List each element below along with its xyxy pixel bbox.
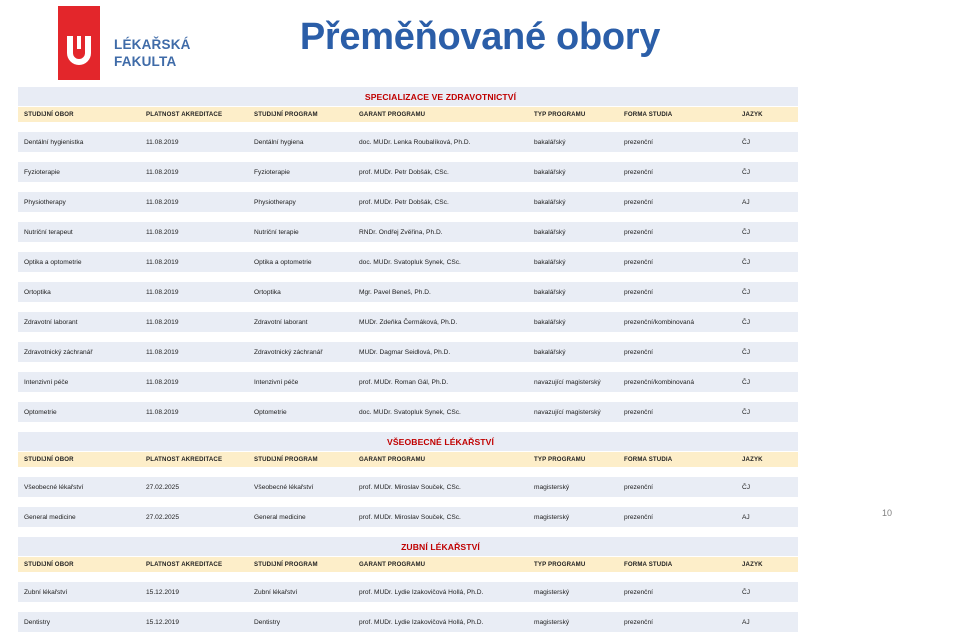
row-gap-cell xyxy=(618,213,736,221)
column-header: PLATNOST AKREDITACE xyxy=(140,452,248,467)
table-row xyxy=(18,132,798,152)
column-header: TYP PROGRAMU xyxy=(528,107,618,122)
column-header: JAZYK xyxy=(736,557,798,572)
table-cell: Zdravotnický záchranář xyxy=(248,342,353,362)
column-header: GARANT PROGRAMU xyxy=(353,452,528,467)
row-gap-cell xyxy=(618,573,736,581)
row-gap-cell xyxy=(353,528,528,536)
table-cell: doc. MUDr. Svatopluk Synek, CSc. xyxy=(353,252,528,272)
row-gap-cell xyxy=(353,633,528,641)
table-cell: 11.08.2019 xyxy=(140,372,248,392)
section-band-cell xyxy=(736,432,798,451)
row-gap xyxy=(18,528,798,536)
table-cell: Optometrie xyxy=(18,402,140,422)
table-header-row xyxy=(18,557,798,572)
row-gap-cell xyxy=(248,573,353,581)
row-gap-cell xyxy=(248,333,353,341)
row-gap-cell xyxy=(736,303,798,311)
section-band xyxy=(18,87,798,106)
row-gap-cell xyxy=(736,273,798,281)
section-band-cell xyxy=(618,87,736,106)
row-gap-cell xyxy=(353,153,528,161)
row-gap xyxy=(18,123,798,131)
row-gap-cell xyxy=(18,333,140,341)
table-cell: Fyzioterapie xyxy=(18,162,140,182)
row-gap-cell xyxy=(140,468,248,476)
table-cell: Dentální hygienistka xyxy=(18,132,140,152)
column-header: FORMA STUDIA xyxy=(618,452,736,467)
table-cell: Nutriční terapeut xyxy=(18,222,140,242)
row-gap-cell xyxy=(618,153,736,161)
row-gap xyxy=(18,633,798,641)
table-cell: 11.08.2019 xyxy=(140,222,248,242)
row-gap-cell xyxy=(353,363,528,371)
table-row xyxy=(18,162,798,182)
table-row xyxy=(18,252,798,272)
column-header: TYP PROGRAMU xyxy=(528,452,618,467)
section-band-cell xyxy=(528,432,618,451)
row-gap-cell xyxy=(736,528,798,536)
row-gap-cell xyxy=(528,183,618,191)
row-gap-cell xyxy=(248,273,353,281)
table-cell: magisterský xyxy=(528,582,618,602)
row-gap-cell xyxy=(353,183,528,191)
row-gap xyxy=(18,468,798,476)
row-gap-cell xyxy=(736,183,798,191)
row-gap-cell xyxy=(736,573,798,581)
column-header: TYP PROGRAMU xyxy=(528,557,618,572)
row-gap-cell xyxy=(140,633,248,641)
row-gap-cell xyxy=(248,393,353,401)
row-gap-cell xyxy=(140,273,248,281)
table-cell: prezenční xyxy=(618,582,736,602)
row-gap-cell xyxy=(618,498,736,506)
table-cell: Zdravotní laborant xyxy=(18,312,140,332)
row-gap-cell xyxy=(736,393,798,401)
table-cell: ČJ xyxy=(736,162,798,182)
row-gap-cell xyxy=(248,243,353,251)
row-gap xyxy=(18,363,798,371)
row-gap-cell xyxy=(528,393,618,401)
table-cell: Physiotherapy xyxy=(248,192,353,212)
row-gap xyxy=(18,498,798,506)
row-gap-cell xyxy=(618,333,736,341)
column-header: JAZYK xyxy=(736,452,798,467)
row-gap-cell xyxy=(248,183,353,191)
section-band-cell xyxy=(248,432,353,451)
table-cell: ČJ xyxy=(736,312,798,332)
section-band-cell xyxy=(618,432,736,451)
table-cell: prof. MUDr. Miroslav Souček, CSc. xyxy=(353,477,528,497)
row-gap-cell xyxy=(140,363,248,371)
row-gap-cell xyxy=(736,153,798,161)
row-gap-cell xyxy=(248,498,353,506)
table-header-row xyxy=(18,452,798,467)
row-gap-cell xyxy=(618,243,736,251)
table-cell: Zubní lékařství xyxy=(18,582,140,602)
row-gap-cell xyxy=(140,303,248,311)
row-gap-cell xyxy=(736,603,798,611)
row-gap-cell xyxy=(618,123,736,131)
section-band-cell xyxy=(736,87,798,106)
table-cell: 11.08.2019 xyxy=(140,282,248,302)
column-header: PLATNOST AKREDITACE xyxy=(140,107,248,122)
table-row xyxy=(18,192,798,212)
table-cell: MUDr. Dagmar Seidlová, Ph.D. xyxy=(353,342,528,362)
table-cell: 11.08.2019 xyxy=(140,162,248,182)
row-gap-cell xyxy=(618,603,736,611)
row-gap-cell xyxy=(140,183,248,191)
section-band-cell xyxy=(140,432,248,451)
row-gap-cell xyxy=(248,603,353,611)
table-cell: bakalářský xyxy=(528,312,618,332)
table-cell: ČJ xyxy=(736,477,798,497)
table-cell: navazující magisterský xyxy=(528,402,618,422)
row-gap-cell xyxy=(618,303,736,311)
row-gap-cell xyxy=(353,273,528,281)
table-cell: 11.08.2019 xyxy=(140,252,248,272)
row-gap-cell xyxy=(736,243,798,251)
table-row xyxy=(18,282,798,302)
row-gap-cell xyxy=(353,468,528,476)
row-gap-cell xyxy=(736,423,798,431)
table-cell: Intenzivní péče xyxy=(18,372,140,392)
table-row xyxy=(18,582,798,602)
row-gap-cell xyxy=(18,633,140,641)
row-gap xyxy=(18,153,798,161)
table-cell: prezenční xyxy=(618,132,736,152)
table-cell: ČJ xyxy=(736,252,798,272)
row-gap-cell xyxy=(528,423,618,431)
row-gap-cell xyxy=(248,423,353,431)
row-gap-cell xyxy=(248,528,353,536)
table-cell: prezenční xyxy=(618,282,736,302)
table-cell: bakalářský xyxy=(528,162,618,182)
section-band-cell xyxy=(18,87,140,106)
row-gap xyxy=(18,243,798,251)
row-gap-cell xyxy=(618,423,736,431)
table-cell: prezenční/kombinovaná xyxy=(618,372,736,392)
row-gap xyxy=(18,213,798,221)
row-gap-cell xyxy=(18,528,140,536)
column-header: STUDIJNÍ OBOR xyxy=(18,452,140,467)
row-gap-cell xyxy=(18,183,140,191)
row-gap-cell xyxy=(248,468,353,476)
row-gap-cell xyxy=(353,213,528,221)
table-row xyxy=(18,612,798,632)
table-cell: RNDr. Ondřej Zvěřina, Ph.D. xyxy=(353,222,528,242)
table-row xyxy=(18,507,798,527)
table-cell: Dentistry xyxy=(18,612,140,632)
section-band xyxy=(18,432,798,451)
row-gap-cell xyxy=(140,333,248,341)
row-gap xyxy=(18,603,798,611)
section-title: SPECIALIZACE VE ZDRAVOTNICTVÍ xyxy=(353,87,528,106)
table-row xyxy=(18,222,798,242)
row-gap xyxy=(18,183,798,191)
row-gap-cell xyxy=(248,303,353,311)
row-gap-cell xyxy=(528,153,618,161)
table-cell: AJ xyxy=(736,192,798,212)
table-cell: prof. MUDr. Miroslav Souček, CSc. xyxy=(353,507,528,527)
row-gap-cell xyxy=(353,333,528,341)
row-gap-cell xyxy=(618,273,736,281)
row-gap-cell xyxy=(18,153,140,161)
programs-table-area xyxy=(18,86,798,642)
table-cell: bakalářský xyxy=(528,252,618,272)
table-cell: prof. MUDr. Lydie Izakovičová Hollá, Ph.D. xyxy=(353,582,528,602)
column-header: STUDIJNÍ OBOR xyxy=(18,107,140,122)
table-cell: magisterský xyxy=(528,612,618,632)
row-gap-cell xyxy=(618,183,736,191)
row-gap-cell xyxy=(618,633,736,641)
table-cell: prezenční xyxy=(618,507,736,527)
row-gap-cell xyxy=(618,363,736,371)
section-title: VŠEOBECNÉ LÉKAŘSTVÍ xyxy=(353,432,528,451)
column-header: FORMA STUDIA xyxy=(618,107,736,122)
row-gap-cell xyxy=(528,123,618,131)
table-row xyxy=(18,402,798,422)
row-gap-cell xyxy=(528,528,618,536)
logo-line-2: FAKULTA xyxy=(114,53,177,69)
column-header: STUDIJNÍ OBOR xyxy=(18,557,140,572)
table-row xyxy=(18,342,798,362)
table-cell: prof. MUDr. Petr Dobšák, CSc. xyxy=(353,192,528,212)
table-cell: Ortoptika xyxy=(18,282,140,302)
column-header: STUDIJNÍ PROGRAM xyxy=(248,107,353,122)
programs-table xyxy=(18,86,798,642)
table-cell: prezenční xyxy=(618,222,736,242)
table-cell: prezenční xyxy=(618,342,736,362)
table-cell: prezenční xyxy=(618,252,736,272)
table-cell: ČJ xyxy=(736,222,798,242)
table-cell: Zubní lékařství xyxy=(248,582,353,602)
section-band-cell xyxy=(528,87,618,106)
row-gap-cell xyxy=(528,573,618,581)
table-cell: ČJ xyxy=(736,132,798,152)
table-cell: General medicine xyxy=(248,507,353,527)
slide-header xyxy=(0,0,960,84)
row-gap-cell xyxy=(18,468,140,476)
table-cell: Všeobecné lékařství xyxy=(18,477,140,497)
row-gap-cell xyxy=(618,528,736,536)
row-gap-cell xyxy=(18,393,140,401)
table-cell: 11.08.2019 xyxy=(140,192,248,212)
programs-table-body xyxy=(18,87,798,641)
table-cell: 11.08.2019 xyxy=(140,312,248,332)
row-gap-cell xyxy=(140,153,248,161)
row-gap-cell xyxy=(353,423,528,431)
table-cell: prof. MUDr. Roman Gál, Ph.D. xyxy=(353,372,528,392)
table-cell: bakalářský xyxy=(528,282,618,302)
row-gap-cell xyxy=(353,123,528,131)
table-cell: ČJ xyxy=(736,582,798,602)
row-gap xyxy=(18,423,798,431)
table-cell: doc. MUDr. Lenka Roubalíková, Ph.D. xyxy=(353,132,528,152)
table-cell: Mgr. Pavel Beneš, Ph.D. xyxy=(353,282,528,302)
row-gap-cell xyxy=(18,423,140,431)
table-cell: Optika a optometrie xyxy=(248,252,353,272)
table-cell: General medicine xyxy=(18,507,140,527)
table-cell: Všeobecné lékařství xyxy=(248,477,353,497)
row-gap-cell xyxy=(140,243,248,251)
table-cell: Dentální hygiena xyxy=(248,132,353,152)
table-cell: ČJ xyxy=(736,282,798,302)
table-cell: prezenční xyxy=(618,162,736,182)
row-gap-cell xyxy=(353,303,528,311)
row-gap-cell xyxy=(248,123,353,131)
logo-line-1: LÉKAŘSKÁ xyxy=(114,37,191,53)
row-gap-cell xyxy=(140,123,248,131)
table-cell: Ortoptika xyxy=(248,282,353,302)
column-header: JAZYK xyxy=(736,107,798,122)
row-gap-cell xyxy=(140,603,248,611)
row-gap xyxy=(18,303,798,311)
section-band-cell xyxy=(18,432,140,451)
table-cell: 15.12.2019 xyxy=(140,612,248,632)
section-band-cell xyxy=(248,87,353,106)
table-row xyxy=(18,477,798,497)
row-gap-cell xyxy=(353,573,528,581)
table-cell: bakalářský xyxy=(528,222,618,242)
row-gap-cell xyxy=(353,243,528,251)
table-cell: prof. MUDr. Lydie Izakovičová Hollá, Ph.D. xyxy=(353,612,528,632)
row-gap xyxy=(18,573,798,581)
row-gap-cell xyxy=(248,363,353,371)
row-gap xyxy=(18,393,798,401)
row-gap-cell xyxy=(736,363,798,371)
table-header-row xyxy=(18,107,798,122)
table-cell: bakalářský xyxy=(528,342,618,362)
row-gap-cell xyxy=(528,603,618,611)
row-gap-cell xyxy=(528,273,618,281)
table-cell: 11.08.2019 xyxy=(140,342,248,362)
row-gap-cell xyxy=(353,498,528,506)
row-gap-cell xyxy=(140,498,248,506)
table-cell: 15.12.2019 xyxy=(140,582,248,602)
column-header: GARANT PROGRAMU xyxy=(353,557,528,572)
row-gap-cell xyxy=(528,468,618,476)
table-cell: 27.02.2025 xyxy=(140,507,248,527)
row-gap-cell xyxy=(353,603,528,611)
row-gap-cell xyxy=(736,123,798,131)
table-cell: 11.08.2019 xyxy=(140,402,248,422)
table-cell: Nutriční terapie xyxy=(248,222,353,242)
row-gap-cell xyxy=(248,633,353,641)
row-gap-cell xyxy=(140,213,248,221)
row-gap-cell xyxy=(140,393,248,401)
table-cell: Fyzioterapie xyxy=(248,162,353,182)
row-gap-cell xyxy=(736,333,798,341)
row-gap-cell xyxy=(18,303,140,311)
page-number: 10 xyxy=(881,508,892,518)
table-cell: AJ xyxy=(736,612,798,632)
table-cell: prof. MUDr. Petr Dobšák, CSc. xyxy=(353,162,528,182)
row-gap-cell xyxy=(736,633,798,641)
column-header: FORMA STUDIA xyxy=(618,557,736,572)
table-cell: prezenční xyxy=(618,612,736,632)
table-row xyxy=(18,312,798,332)
table-cell: Optometrie xyxy=(248,402,353,422)
row-gap-cell xyxy=(18,123,140,131)
row-gap-cell xyxy=(18,363,140,371)
table-cell: bakalářský xyxy=(528,132,618,152)
table-cell: prezenční xyxy=(618,402,736,422)
table-cell: AJ xyxy=(736,507,798,527)
row-gap xyxy=(18,333,798,341)
table-cell: magisterský xyxy=(528,507,618,527)
row-gap-cell xyxy=(140,528,248,536)
row-gap-cell xyxy=(736,213,798,221)
row-gap-cell xyxy=(140,573,248,581)
row-gap-cell xyxy=(528,303,618,311)
row-gap-cell xyxy=(736,498,798,506)
row-gap-cell xyxy=(248,213,353,221)
table-cell: MUDr. Zdeňka Čermáková, Ph.D. xyxy=(353,312,528,332)
column-header: GARANT PROGRAMU xyxy=(353,107,528,122)
row-gap-cell xyxy=(528,243,618,251)
row-gap-cell xyxy=(18,603,140,611)
table-cell: bakalářský xyxy=(528,192,618,212)
table-cell: ČJ xyxy=(736,402,798,422)
row-gap-cell xyxy=(18,273,140,281)
row-gap-cell xyxy=(528,363,618,371)
table-cell: ČJ xyxy=(736,342,798,362)
table-cell: Intenzivní péče xyxy=(248,372,353,392)
table-cell: prezenční xyxy=(618,477,736,497)
column-header: PLATNOST AKREDITACE xyxy=(140,557,248,572)
row-gap-cell xyxy=(18,213,140,221)
table-cell: magisterský xyxy=(528,477,618,497)
column-header: STUDIJNÍ PROGRAM xyxy=(248,557,353,572)
table-row xyxy=(18,372,798,392)
row-gap-cell xyxy=(353,393,528,401)
row-gap-cell xyxy=(618,393,736,401)
table-cell: Zdravotnický záchranář xyxy=(18,342,140,362)
table-cell: Dentistry xyxy=(248,612,353,632)
row-gap-cell xyxy=(248,153,353,161)
row-gap-cell xyxy=(528,333,618,341)
row-gap-cell xyxy=(140,423,248,431)
row-gap-cell xyxy=(18,498,140,506)
row-gap-cell xyxy=(618,468,736,476)
row-gap-cell xyxy=(528,498,618,506)
table-cell: Zdravotní laborant xyxy=(248,312,353,332)
table-cell: doc. MUDr. Svatopluk Synek, CSc. xyxy=(353,402,528,422)
table-cell: navazující magisterský xyxy=(528,372,618,392)
table-cell: 27.02.2025 xyxy=(140,477,248,497)
table-cell: ČJ xyxy=(736,372,798,392)
table-cell: Optika a optometrie xyxy=(18,252,140,272)
section-title: ZUBNÍ LÉKAŘSTVÍ xyxy=(353,537,528,556)
row-gap-cell xyxy=(528,633,618,641)
table-cell: Physiotherapy xyxy=(18,192,140,212)
section-band-cell xyxy=(140,87,248,106)
page-title: Přeměňované obory xyxy=(299,16,661,58)
row-gap-cell xyxy=(18,243,140,251)
row-gap-cell xyxy=(528,213,618,221)
row-gap-cell xyxy=(18,573,140,581)
row-gap xyxy=(18,273,798,281)
table-cell: 11.08.2019 xyxy=(140,132,248,152)
column-header: STUDIJNÍ PROGRAM xyxy=(248,452,353,467)
row-gap-cell xyxy=(736,468,798,476)
table-cell: prezenční xyxy=(618,192,736,212)
table-cell: prezenční/kombinovaná xyxy=(618,312,736,332)
